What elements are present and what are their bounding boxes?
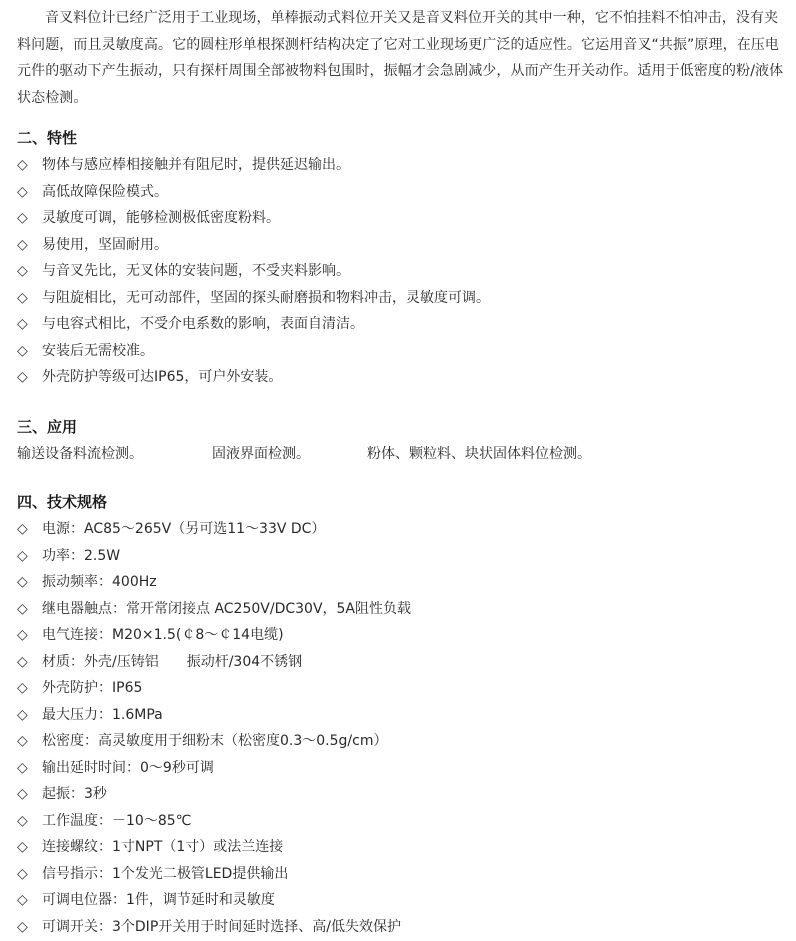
list-item xyxy=(17,338,490,365)
list-item xyxy=(17,569,411,596)
list-item xyxy=(17,914,411,941)
feature-text: 外壳防护等级可达IP65，可户外安装。 xyxy=(42,369,283,385)
diamond-bullet-icon: ◇ xyxy=(17,210,28,226)
list-item xyxy=(17,649,411,676)
list-item xyxy=(17,311,490,338)
list-item xyxy=(17,861,411,888)
spec-text: 继电器触点：常开常闭接点 AC250V/DC30V，5A阻性负载 xyxy=(42,600,412,617)
diamond-bullet-icon: ◇ xyxy=(17,236,28,253)
diamond-bullet-icon: ◇ xyxy=(17,289,28,306)
list-item xyxy=(17,675,411,702)
application-text: 粉体、颗粒料、块状固体料位检测。 xyxy=(367,446,591,462)
diamond-bullet-icon: ◇ xyxy=(17,157,28,173)
feature-text: 安装后无需校准。 xyxy=(42,342,154,359)
diamond-bullet-icon: ◇ xyxy=(17,316,28,332)
list-item xyxy=(17,543,411,570)
spec-text: 可调开关：3个DIP开关用于时间延时选择、高/低失效保护 xyxy=(42,918,401,935)
diamond-bullet-icon: ◇ xyxy=(17,759,28,776)
list-item xyxy=(17,364,490,391)
diamond-bullet-icon: ◇ xyxy=(17,574,28,590)
list-item xyxy=(17,516,411,543)
list-item xyxy=(17,285,490,312)
diamond-bullet-icon: ◇ xyxy=(17,342,28,359)
list-item xyxy=(17,887,411,914)
list-item xyxy=(17,702,411,729)
specs-heading: 四、技术规格 xyxy=(17,493,108,511)
spec-text: 可调电位器：1件，调节延时和灵敏度 xyxy=(42,892,275,908)
diamond-bullet-icon: ◇ xyxy=(17,786,28,802)
diamond-bullet-icon: ◇ xyxy=(17,918,28,935)
list-item xyxy=(17,258,490,285)
spec-text: 松密度：高灵敏度用于细粉末（松密度0.3～0.5g/cm） xyxy=(42,733,388,749)
feature-text: 与电容式相比，不受介电系数的影响，表面自清洁。 xyxy=(42,316,364,332)
spec-text: 最大压力：1.6MPa xyxy=(42,706,163,723)
diamond-bullet-icon: ◇ xyxy=(17,653,28,670)
diamond-bullet-icon: ◇ xyxy=(17,839,28,855)
list-item xyxy=(17,808,411,835)
intro-paragraph xyxy=(17,5,787,111)
spec-text: 信号指示：1个发光二极管LED提供输出 xyxy=(42,865,289,882)
diamond-bullet-icon: ◇ xyxy=(17,521,28,537)
specs-list xyxy=(17,516,411,940)
spec-text: 材质：外壳/压铸铝 振动杆/304不锈钢 xyxy=(42,653,303,670)
feature-text: 易使用，坚固耐用。 xyxy=(42,236,168,253)
list-item xyxy=(17,834,411,861)
spec-text: 外壳防护：IP65 xyxy=(42,680,143,696)
diamond-bullet-icon: ◇ xyxy=(17,812,28,829)
feature-text: 与音叉先比，无叉体的安装问题，不受夹料影响。 xyxy=(42,263,350,279)
intro-text: 音叉料位计已经广泛用于工业现场，单棒振动式料位开关又是音叉料位开关的其中一种，它不怕挂料不怕冲击，没有夹料问题，而且灵敏度高。它的圆柱形单根探测杆结构决定了它对工业现场更广泛的适应性。它运用音叉“共振”原理，在压电元件的驱动下产生振动，只有探杆周围全部被物料包围时，振幅才会急剧减少，从而产生开关动作。适用于低密度的粉/液体状态检测。 xyxy=(17,10,784,106)
application-text: 输送设备料流检测。 xyxy=(17,446,143,462)
spec-text: 振动频率：400Hz xyxy=(42,574,157,590)
list-item xyxy=(17,152,490,179)
list-item xyxy=(17,728,411,755)
spec-text: 连接螺纹：1寸NPT（1寸）或法兰连接 xyxy=(42,839,284,855)
diamond-bullet-icon: ◇ xyxy=(17,892,28,908)
features-heading: 二、特性 xyxy=(17,129,78,147)
diamond-bullet-icon: ◇ xyxy=(17,627,28,643)
application-text: 固液界面检测。 xyxy=(212,446,310,462)
feature-text: 灵敏度可调，能够检测极低密度粉料。 xyxy=(42,210,280,226)
features-list xyxy=(17,152,490,391)
feature-text: 高低故障保险模式。 xyxy=(42,183,168,200)
spec-text: 起振：3秒 xyxy=(42,786,107,802)
list-item xyxy=(17,755,411,782)
list-item xyxy=(17,781,411,808)
diamond-bullet-icon: ◇ xyxy=(17,183,28,200)
spec-text: 电气连接：M20×1.5(￠8～￠14电缆) xyxy=(42,627,284,643)
spec-text: 功率：2.5W xyxy=(42,547,121,564)
feature-text: 与阻旋相比，无可动部件，坚固的探头耐磨损和物料冲击，灵敏度可调。 xyxy=(42,289,490,306)
list-item xyxy=(17,596,411,623)
list-item xyxy=(17,232,490,259)
diamond-bullet-icon: ◇ xyxy=(17,600,28,617)
list-item xyxy=(17,622,411,649)
spec-text: 输出延时时间：0～9秒可调 xyxy=(42,759,214,776)
spec-text: 电源：AC85～265V（另可选11～33V DC） xyxy=(42,521,326,537)
list-item xyxy=(17,205,490,232)
feature-text: 物体与感应棒相接触并有阻尼时，提供延迟输出。 xyxy=(42,157,350,173)
diamond-bullet-icon: ◇ xyxy=(17,263,28,279)
diamond-bullet-icon: ◇ xyxy=(17,865,28,882)
list-item xyxy=(17,179,490,206)
diamond-bullet-icon: ◇ xyxy=(17,369,28,385)
spec-text: 工作温度：－10～85℃ xyxy=(42,812,192,829)
diamond-bullet-icon: ◇ xyxy=(17,706,28,723)
diamond-bullet-icon: ◇ xyxy=(17,680,28,696)
applications-heading: 三、应用 xyxy=(17,418,78,436)
diamond-bullet-icon: ◇ xyxy=(17,733,28,749)
diamond-bullet-icon: ◇ xyxy=(17,547,28,564)
